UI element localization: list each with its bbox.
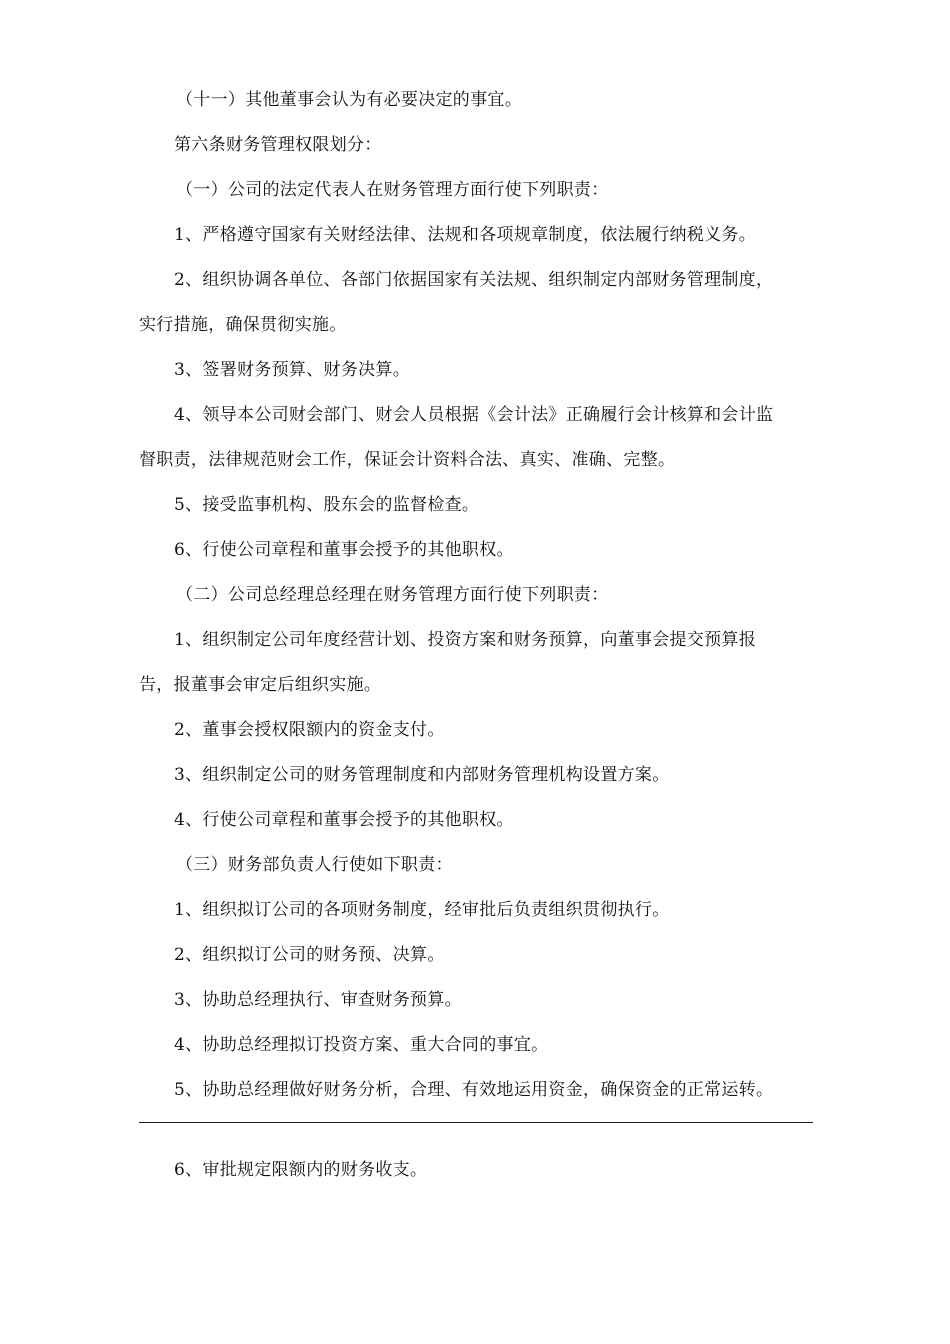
section-one-item-1: 1、严格遵守国家有关财经法律、法规和各项规章制度，依法履行纳税义务。: [174, 225, 757, 245]
section-one-item-3: 3、签署财务预算、财务决算。: [174, 360, 411, 380]
section-one-item-2: 2、组织协调各单位、各部门依据国家有关法规、组织制定内部财务管理制度，: [174, 270, 774, 290]
section-three-heading: （三）财务部负责人行使如下职责：: [176, 855, 453, 875]
section-three-item-3: 3、协助总经理执行、审查财务预算。: [174, 990, 462, 1010]
section-one-item-6: 6、行使公司章程和董事会授予的其他职权。: [174, 540, 514, 560]
section-three-item-6: 6、审批规定限额内的财务收支。: [174, 1160, 428, 1180]
section-one-item-2-continued: 实行措施，确保贯彻实施。: [139, 315, 347, 335]
section-one-item-5: 5、接受监事机构、股东会的监督检查。: [174, 495, 480, 515]
section-one-item-4: 4、领导本公司财会部门、财会人员根据《会计法》正确履行会计核算和会计监: [174, 405, 774, 425]
section-three-item-4: 4、协助总经理拟订投资方案、重大合同的事宜。: [174, 1035, 549, 1055]
section-one-heading: （一）公司的法定代表人在财务管理方面行使下列职责：: [176, 180, 609, 200]
clause-eleven: （十一）其他董事会认为有必要决定的事宜。: [176, 90, 522, 110]
section-two-item-1: 1、组织制定公司年度经营计划、投资方案和财务预算，向董事会提交预算报: [174, 630, 757, 650]
section-one-item-4-continued: 督职责，法律规范财会工作，保证会计资料合法、真实、准确、完整。: [139, 450, 676, 470]
section-two-heading: （二）公司总经理总经理在财务管理方面行使下列职责：: [176, 585, 609, 605]
section-three-item-5: 5、协助总经理做好财务分析，合理、有效地运用资金，确保资金的正常运转。: [174, 1080, 774, 1100]
section-two-item-4: 4、行使公司章程和董事会授予的其他职权。: [174, 810, 514, 830]
article-six-heading: 第六条财务管理权限划分：: [174, 135, 382, 155]
section-two-item-2: 2、董事会授权限额内的资金支付。: [174, 720, 445, 740]
section-two-item-1-continued: 告，报董事会审定后组织实施。: [139, 675, 382, 695]
section-two-item-3: 3、组织制定公司的财务管理制度和内部财务管理机构设置方案。: [174, 765, 670, 785]
page-break-rule: [139, 1122, 813, 1123]
section-three-item-1: 1、组织拟订公司的各项财务制度，经审批后负责组织贯彻执行。: [174, 900, 670, 920]
section-three-item-2: 2、组织拟订公司的财务预、决算。: [174, 945, 445, 965]
